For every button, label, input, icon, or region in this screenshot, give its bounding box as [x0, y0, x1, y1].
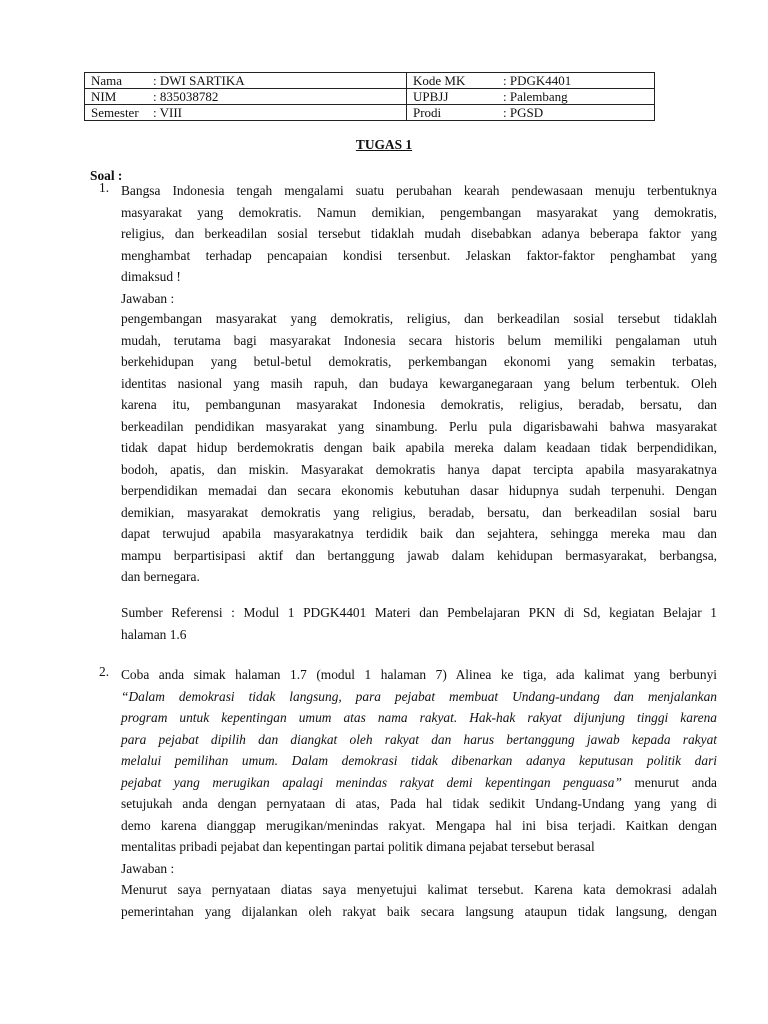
question-number-2: 2. — [99, 664, 110, 679]
question-1 — [121, 180, 717, 309]
reference-line: halaman 1.6 — [121, 626, 187, 642]
question-2-quote-tail: pejabat yang merugikan apalagi menindas rakyat demi kepentingan penguasa” — [121, 774, 622, 790]
nim-label: NIM — [91, 89, 117, 104]
answer-1-line: mudah, terutama bagi masyarakat Indonesia secara historis belum memiliki pengalaman utuh — [121, 332, 717, 348]
answer-1-line: tidak dapat hidup berdemokratis dengan baik apabila mereka dalam keadaan tidak berpendidikan, — [121, 440, 717, 455]
kode-value: : PDGK4401 — [503, 73, 572, 88]
question-2-line: demo karena dianggap merugikan/menindas rakyat. Mengapa hal ini bisa terjadi. Kaitkan dengan — [121, 817, 717, 833]
answer-1-line: dapat terwujud apabila masyarakatnya terdidik baik dan sejahtera, sehingga mereka mau dan — [121, 526, 717, 541]
semester-label: Semester — [91, 105, 139, 120]
table-row — [85, 73, 655, 89]
answer-1-line: demikian, masyarakat demokratis yang religius, beradab, bersatu, dan berkeadilan sosial baru — [121, 504, 717, 520]
answer-1-line: pengembangan masyarakat yang demokratis, religius, dan berkeadilan sosial tersebut tidaklah — [121, 311, 717, 326]
table-row — [85, 89, 655, 105]
upbjj-value: : Palembang — [503, 89, 568, 104]
answer-1-line: dan bernegara. — [121, 569, 200, 584]
answer-1-line: karena itu, pembangunan masyarakat Indonesia demokratis, religius, beradab, bersatu, dan — [121, 397, 717, 412]
nama-label: Nama — [91, 73, 123, 88]
question-2-tail: menurut anda — [621, 774, 717, 790]
jawaban-label: Jawaban : — [121, 290, 175, 306]
semester-value: : VIII — [153, 105, 183, 120]
answer-1-line: berpendidikan memadai dan secara ekonomis kebutuhan dasar hidupnya sudah terpenuhi. Dengan — [121, 483, 717, 498]
question-2-line: mentalitas pribadi pejabat dan kepentingan partai politik dimana pejabat tersebut berasal — [121, 839, 595, 854]
nama-value: : DWI SARTIKA — [153, 73, 245, 88]
answer-1-line: berkeadilan pendidikan masyarakat yang sinambung. Perlu pula digarisbawahi bahwa masyarakat — [121, 418, 717, 434]
question-2-quote-line: para pejabat dipilih dan diangkat oleh rakyat dan harus bertanggung jawab kepada rakyat — [121, 731, 717, 747]
answer-1-line: bodoh, apatis, dan miskin. Masyarakat demokratis hanya dapat tercipta apabila masyarakatnya — [121, 461, 717, 477]
answer-2-line: Menurut saya pernyataan diatas saya menyetujui kalimat tersebut. Karena kata demokrasi adalah — [121, 882, 717, 897]
upbjj-label: UPBJJ — [413, 89, 449, 104]
jawaban-label: Jawaban : — [121, 860, 175, 876]
question-1-line: Bangsa Indonesia tengah mengalami suatu perubahan kearah pendewasaan menuju terbentuknya — [121, 183, 717, 198]
answer-1-line: mampu berpartisipasi aktif dan bertanggung jawab dalam kehidupan bermasyarakat, berbangsa, — [121, 547, 717, 563]
question-1-line: masyarakat yang demokratis. Namun demikian, pengembangan masyarakat yang demokratis, — [121, 204, 717, 220]
question-2-line — [121, 772, 717, 794]
question-1-line: menghambat terhadap pencapaian kondisi tersenbut. Jelaskan faktor-faktor penghambat yang — [121, 247, 717, 263]
upbjj-cell — [407, 89, 655, 105]
question-2-quote-line: melalui pemilihan umum. Dalam demokrasi tidak dibenarkan adanya keputusan politik dari — [121, 753, 717, 768]
answer-1-line: identitas nasional yang masih rapuh, dan budaya kewarganegaraan yang belum terbentuk. Oleh — [121, 375, 717, 391]
answer-2-line: pemerintahan yang dijalankan oleh rakyat baik secara langsung ataupun tidak langsung, dengan — [121, 903, 717, 919]
answer-1-line: berkehidupan yang betul-betul demokratis, perkembangan ekonomi yang semakin terbatas, — [121, 354, 717, 369]
nim-cell — [85, 89, 407, 105]
document-title: TUGAS 1 — [355, 137, 413, 152]
reference-1 — [121, 602, 717, 645]
question-2 — [121, 664, 717, 922]
reference-line: Sumber Referensi : Modul 1 PDGK4401 Materi dan Pembelajaran PKN di Sd, kegiatan Belajar 1 — [121, 605, 717, 620]
question-2-quote-line: program untuk kepentingan umum atas nama rakyat. Hak-hak rakyat dijunjung tinggi karena — [121, 710, 717, 725]
question-2-quote-line: “Dalam demokrasi tidak langsung, para pejabat membuat Undang-undang dan menjalankan — [121, 688, 717, 704]
question-number-1: 1. — [99, 180, 110, 195]
semester-cell — [85, 105, 407, 121]
nim-value: : 835038782 — [153, 89, 219, 104]
prodi-cell — [407, 105, 655, 121]
nama-cell — [85, 73, 407, 89]
answer-1 — [121, 308, 717, 588]
prodi-label: Prodi — [413, 105, 442, 120]
question-1-line: dimaksud ! — [121, 269, 181, 284]
kode-cell — [407, 73, 655, 89]
kode-label: Kode MK — [413, 73, 466, 88]
table-row — [85, 105, 655, 121]
prodi-value: : PGSD — [503, 105, 544, 120]
question-2-line: Coba anda simak halaman 1.7 (modul 1 halaman 7) Alinea ke tiga, ada kalimat yang berbunyi — [121, 667, 717, 682]
question-2-line: setujukah anda dengan pernyataan di atas, Pada hal tidak sedikit Undang-Undang yang yang di — [121, 796, 717, 811]
soal-heading: Soal : — [90, 168, 123, 183]
question-1-line: religius, dan berkeadilan sosial tersebut tidaklah mudah disebabkan adanya beberapa faktor yang — [121, 226, 717, 241]
student-info-table — [84, 72, 655, 121]
